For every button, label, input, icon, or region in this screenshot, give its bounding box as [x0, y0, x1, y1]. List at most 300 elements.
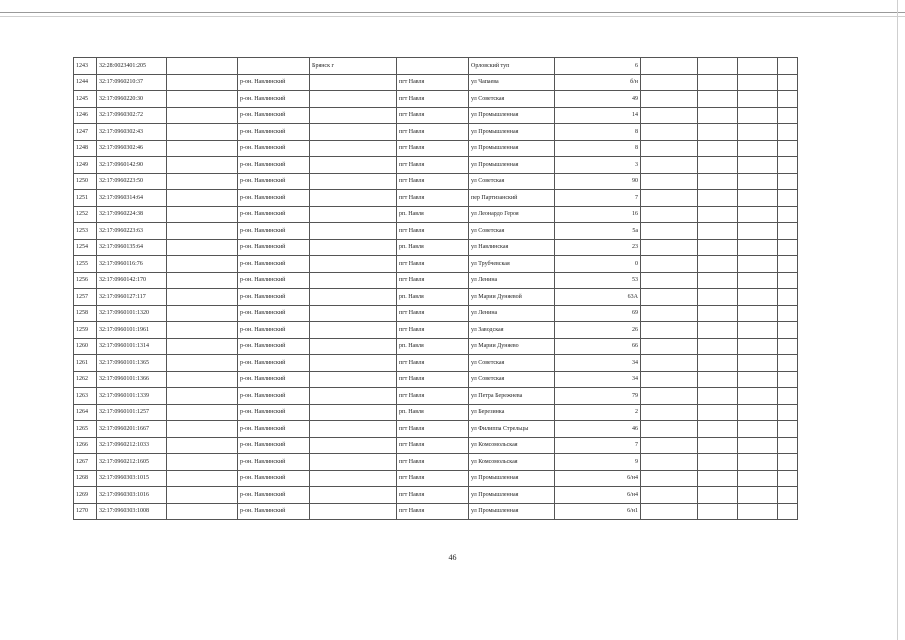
blank-cell — [778, 355, 798, 372]
table-row — [74, 305, 798, 322]
cadastral-number: 32:17:0960302:43 — [97, 124, 167, 141]
street: ул Ленина — [469, 272, 555, 289]
table-row — [74, 74, 798, 91]
register-rows — [74, 58, 798, 520]
blank-cell — [167, 371, 238, 388]
blank-cell — [778, 140, 798, 157]
city — [310, 470, 397, 487]
blank-cell — [698, 355, 738, 372]
blank-cell — [778, 470, 798, 487]
blank-cell — [167, 503, 238, 520]
locality: пгт Навля — [397, 140, 469, 157]
blank-cell — [641, 388, 698, 405]
blank-cell — [167, 470, 238, 487]
locality: пгт Навля — [397, 371, 469, 388]
house-number: 3 — [555, 157, 641, 174]
district: р-он. Навлинский — [238, 487, 310, 504]
page-number: 46 — [448, 553, 457, 562]
cadastral-number: 32:17:0960101:1257 — [97, 404, 167, 421]
blank-cell — [778, 58, 798, 75]
street: ул Филиппа Стрельцы — [469, 421, 555, 438]
street: ул Советская — [469, 91, 555, 108]
cadastral-number: 32:17:0960314:64 — [97, 190, 167, 207]
blank-cell — [738, 338, 778, 355]
blank-cell — [641, 173, 698, 190]
row-number: 1252 — [74, 206, 97, 223]
city — [310, 157, 397, 174]
blank-cell — [167, 256, 238, 273]
row-number: 1244 — [74, 74, 97, 91]
row-number: 1262 — [74, 371, 97, 388]
blank-cell — [641, 437, 698, 454]
cadastral-number: 32:17:0960142:170 — [97, 272, 167, 289]
cadastral-number: 32:17:0960303:1016 — [97, 487, 167, 504]
blank-cell — [167, 322, 238, 339]
blank-cell — [167, 190, 238, 207]
blank-cell — [167, 206, 238, 223]
city — [310, 206, 397, 223]
blank-cell — [698, 470, 738, 487]
blank-cell — [641, 322, 698, 339]
table-row — [74, 355, 798, 372]
blank-cell — [778, 107, 798, 124]
cadastral-number: 32:17:0960127:117 — [97, 289, 167, 306]
blank-cell — [641, 107, 698, 124]
locality: пгт Навля — [397, 272, 469, 289]
district: р-он. Навлинский — [238, 454, 310, 471]
cadastral-number: 32:17:0960101:1961 — [97, 322, 167, 339]
blank-cell — [167, 223, 238, 240]
table-row — [74, 239, 798, 256]
blank-cell — [641, 355, 698, 372]
locality: пгт Навля — [397, 437, 469, 454]
house-number: 7 — [555, 437, 641, 454]
street: ул Советская — [469, 355, 555, 372]
row-number: 1256 — [74, 272, 97, 289]
row-number: 1258 — [74, 305, 97, 322]
house-number: 63А — [555, 289, 641, 306]
cadastral-number: 32:17:0960303:1008 — [97, 503, 167, 520]
blank-cell — [778, 239, 798, 256]
blank-cell — [167, 272, 238, 289]
blank-cell — [778, 338, 798, 355]
table-row — [74, 421, 798, 438]
blank-cell — [641, 256, 698, 273]
blank-cell — [738, 140, 778, 157]
locality: пгт Навля — [397, 223, 469, 240]
city — [310, 239, 397, 256]
blank-cell — [698, 421, 738, 438]
blank-cell — [167, 91, 238, 108]
locality: пгт Навля — [397, 107, 469, 124]
house-number: 34 — [555, 355, 641, 372]
blank-cell — [167, 157, 238, 174]
blank-cell — [641, 140, 698, 157]
street: ул Чапаева — [469, 74, 555, 91]
table-row — [74, 107, 798, 124]
street: ул Советская — [469, 223, 555, 240]
blank-cell — [698, 190, 738, 207]
blank-cell — [641, 503, 698, 520]
table-row — [74, 173, 798, 190]
city — [310, 388, 397, 405]
blank-cell — [698, 173, 738, 190]
city — [310, 338, 397, 355]
blank-cell — [778, 190, 798, 207]
blank-cell — [778, 371, 798, 388]
row-number: 1266 — [74, 437, 97, 454]
city — [310, 173, 397, 190]
street: ул Леонардо Героя — [469, 206, 555, 223]
blank-cell — [698, 140, 738, 157]
locality: рп. Навля — [397, 404, 469, 421]
locality: пгт Навля — [397, 421, 469, 438]
blank-cell — [641, 157, 698, 174]
district: р-он. Навлинский — [238, 124, 310, 141]
blank-cell — [738, 454, 778, 471]
house-number: 16 — [555, 206, 641, 223]
blank-cell — [778, 173, 798, 190]
district: р-он. Навлинский — [238, 74, 310, 91]
blank-cell — [698, 58, 738, 75]
blank-cell — [778, 404, 798, 421]
row-number: 1269 — [74, 487, 97, 504]
row-number: 1267 — [74, 454, 97, 471]
table-row — [74, 124, 798, 141]
table-row — [74, 371, 798, 388]
table-row — [74, 322, 798, 339]
locality: рп. Навля — [397, 289, 469, 306]
blank-cell — [698, 256, 738, 273]
blank-cell — [778, 487, 798, 504]
blank-cell — [738, 272, 778, 289]
blank-cell — [167, 58, 238, 75]
blank-cell — [778, 272, 798, 289]
city — [310, 305, 397, 322]
blank-cell — [641, 58, 698, 75]
blank-cell — [641, 421, 698, 438]
page-top-rule — [0, 12, 905, 13]
blank-cell — [167, 388, 238, 405]
blank-cell — [167, 239, 238, 256]
blank-cell — [641, 74, 698, 91]
cadastral-number: 32:17:0960212:1033 — [97, 437, 167, 454]
blank-cell — [778, 421, 798, 438]
table-row — [74, 437, 798, 454]
district: р-он. Навлинский — [238, 206, 310, 223]
blank-cell — [167, 437, 238, 454]
blank-cell — [641, 338, 698, 355]
street: ул Трубчевская — [469, 256, 555, 273]
table-row — [74, 470, 798, 487]
blank-cell — [698, 454, 738, 471]
locality: пгт Навля — [397, 487, 469, 504]
house-number: 9 — [555, 454, 641, 471]
district: р-он. Навлинский — [238, 91, 310, 108]
blank-cell — [698, 503, 738, 520]
blank-cell — [738, 173, 778, 190]
street: ул Комсомольская — [469, 454, 555, 471]
locality: пгт Навля — [397, 74, 469, 91]
house-number: 0 — [555, 256, 641, 273]
blank-cell — [167, 74, 238, 91]
blank-cell — [698, 487, 738, 504]
blank-cell — [698, 157, 738, 174]
blank-cell — [641, 404, 698, 421]
blank-cell — [698, 289, 738, 306]
table-row — [74, 157, 798, 174]
blank-cell — [778, 157, 798, 174]
cadastral-number: 32:17:0960223:50 — [97, 173, 167, 190]
street: ул Марии Дуняево — [469, 338, 555, 355]
house-number: 7 — [555, 190, 641, 207]
blank-cell — [641, 305, 698, 322]
street: ул Промышленная — [469, 157, 555, 174]
blank-cell — [641, 223, 698, 240]
street: Орловский туп — [469, 58, 555, 75]
row-number: 1270 — [74, 503, 97, 520]
blank-cell — [738, 91, 778, 108]
city — [310, 421, 397, 438]
table-row — [74, 256, 798, 273]
blank-cell — [778, 289, 798, 306]
table-row — [74, 404, 798, 421]
cadastral-number: 32:17:0960212:1605 — [97, 454, 167, 471]
street: пер Партизанский — [469, 190, 555, 207]
street: ул Промышленная — [469, 140, 555, 157]
city — [310, 74, 397, 91]
locality: пгт Навля — [397, 503, 469, 520]
locality: пгт Навля — [397, 322, 469, 339]
row-number: 1249 — [74, 157, 97, 174]
blank-cell — [738, 206, 778, 223]
blank-cell — [698, 206, 738, 223]
blank-cell — [641, 239, 698, 256]
blank-cell — [167, 124, 238, 141]
locality: рп. Навля — [397, 239, 469, 256]
blank-cell — [698, 107, 738, 124]
district: р-он. Навлинский — [238, 140, 310, 157]
table-row — [74, 140, 798, 157]
cadastral-number: 32:17:0960101:1314 — [97, 338, 167, 355]
house-number: 66 — [555, 338, 641, 355]
city — [310, 454, 397, 471]
street: ул Комсомольская — [469, 437, 555, 454]
blank-cell — [167, 404, 238, 421]
cadastral-number: 32:17:0960302:46 — [97, 140, 167, 157]
cadastral-number: 32:17:0960101:1365 — [97, 355, 167, 372]
blank-cell — [167, 305, 238, 322]
district: р-он. Навлинский — [238, 338, 310, 355]
blank-cell — [698, 371, 738, 388]
house-number: 34 — [555, 371, 641, 388]
row-number: 1255 — [74, 256, 97, 273]
house-number: б/н — [555, 74, 641, 91]
cadastral-number: 32:17:0960135:64 — [97, 239, 167, 256]
locality: пгт Навля — [397, 355, 469, 372]
table-row — [74, 91, 798, 108]
blank-cell — [738, 470, 778, 487]
blank-cell — [778, 388, 798, 405]
blank-cell — [738, 223, 778, 240]
district: р-он. Навлинский — [238, 239, 310, 256]
locality: рп. Навля — [397, 338, 469, 355]
city — [310, 256, 397, 273]
city — [310, 91, 397, 108]
house-number: 53 — [555, 272, 641, 289]
blank-cell — [167, 355, 238, 372]
house-number: 14 — [555, 107, 641, 124]
row-number: 1260 — [74, 338, 97, 355]
house-number: 90 — [555, 173, 641, 190]
street: ул Заводская — [469, 322, 555, 339]
city — [310, 124, 397, 141]
blank-cell — [738, 322, 778, 339]
table-row — [74, 503, 798, 520]
locality — [397, 58, 469, 75]
city — [310, 140, 397, 157]
blank-cell — [738, 58, 778, 75]
blank-cell — [738, 157, 778, 174]
district: р-он. Навлинский — [238, 437, 310, 454]
table-row — [74, 487, 798, 504]
blank-cell — [641, 470, 698, 487]
locality: пгт Навля — [397, 454, 469, 471]
street: ул Березинка — [469, 404, 555, 421]
district: р-он. Навлинский — [238, 107, 310, 124]
blank-cell — [641, 91, 698, 108]
blank-cell — [738, 371, 778, 388]
house-number: 69 — [555, 305, 641, 322]
house-number: 8 — [555, 140, 641, 157]
blank-cell — [641, 272, 698, 289]
house-number: 6/н1 — [555, 503, 641, 520]
table-row — [74, 289, 798, 306]
city — [310, 371, 397, 388]
blank-cell — [738, 503, 778, 520]
row-number: 1261 — [74, 355, 97, 372]
table-row — [74, 454, 798, 471]
blank-cell — [738, 355, 778, 372]
blank-cell — [778, 503, 798, 520]
row-number: 1265 — [74, 421, 97, 438]
row-number: 1246 — [74, 107, 97, 124]
street: ул Промышленная — [469, 107, 555, 124]
blank-cell — [641, 206, 698, 223]
cadastral-number: 32:28:0023401:205 — [97, 58, 167, 75]
blank-cell — [738, 289, 778, 306]
cadastral-number: 32:17:0960116:76 — [97, 256, 167, 273]
locality: рп. Навля — [397, 206, 469, 223]
district: р-он. Навлинский — [238, 289, 310, 306]
table-row — [74, 388, 798, 405]
blank-cell — [738, 107, 778, 124]
city — [310, 322, 397, 339]
blank-cell — [641, 371, 698, 388]
blank-cell — [738, 421, 778, 438]
blank-cell — [778, 305, 798, 322]
blank-cell — [778, 437, 798, 454]
cadastral-number: 32:17:0960220:30 — [97, 91, 167, 108]
district: р-он. Навлинский — [238, 371, 310, 388]
cadastral-number: 32:17:0960101:1366 — [97, 371, 167, 388]
house-number: 5а — [555, 223, 641, 240]
district: р-он. Навлинский — [238, 305, 310, 322]
cadastral-number: 32:17:0960302:72 — [97, 107, 167, 124]
house-number: 49 — [555, 91, 641, 108]
city — [310, 223, 397, 240]
house-number: 26 — [555, 322, 641, 339]
street: ул Советская — [469, 371, 555, 388]
house-number: 6 — [555, 58, 641, 75]
blank-cell — [738, 124, 778, 141]
locality: пгт Навля — [397, 470, 469, 487]
locality: пгт Навля — [397, 157, 469, 174]
street: ул Петра Бережнева — [469, 388, 555, 405]
row-number: 1257 — [74, 289, 97, 306]
cadastral-number: 32:17:0960101:1339 — [97, 388, 167, 405]
district: р-он. Навлинский — [238, 272, 310, 289]
blank-cell — [698, 437, 738, 454]
house-number: 23 — [555, 239, 641, 256]
street: ул Промышленная — [469, 503, 555, 520]
house-number: 6/н4 — [555, 487, 641, 504]
blank-cell — [167, 421, 238, 438]
blank-cell — [778, 322, 798, 339]
table-row — [74, 58, 798, 75]
cadastral-number: 32:17:0960201:1667 — [97, 421, 167, 438]
blank-cell — [778, 223, 798, 240]
blank-cell — [641, 124, 698, 141]
cadastral-number: 32:17:0960142:90 — [97, 157, 167, 174]
row-number: 1250 — [74, 173, 97, 190]
house-number: 2 — [555, 404, 641, 421]
district: р-он. Навлинский — [238, 470, 310, 487]
district: р-он. Навлинский — [238, 404, 310, 421]
row-number: 1259 — [74, 322, 97, 339]
city — [310, 437, 397, 454]
blank-cell — [698, 305, 738, 322]
locality: пгт Навля — [397, 305, 469, 322]
blank-cell — [641, 487, 698, 504]
city — [310, 190, 397, 207]
city — [310, 289, 397, 306]
blank-cell — [778, 124, 798, 141]
page-right-edge — [897, 0, 898, 640]
blank-cell — [167, 289, 238, 306]
blank-cell — [738, 404, 778, 421]
blank-cell — [778, 206, 798, 223]
blank-cell — [698, 239, 738, 256]
blank-cell — [167, 107, 238, 124]
row-number: 1245 — [74, 91, 97, 108]
blank-cell — [167, 454, 238, 471]
house-number: 79 — [555, 388, 641, 405]
city — [310, 272, 397, 289]
locality: пгт Навля — [397, 388, 469, 405]
table-row — [74, 272, 798, 289]
blank-cell — [698, 388, 738, 405]
city — [310, 355, 397, 372]
cadastral-number: 32:17:0960303:1015 — [97, 470, 167, 487]
blank-cell — [698, 74, 738, 91]
blank-cell — [641, 190, 698, 207]
row-number: 1247 — [74, 124, 97, 141]
district: р-он. Навлинский — [238, 157, 310, 174]
blank-cell — [698, 272, 738, 289]
city — [310, 107, 397, 124]
row-number: 1251 — [74, 190, 97, 207]
